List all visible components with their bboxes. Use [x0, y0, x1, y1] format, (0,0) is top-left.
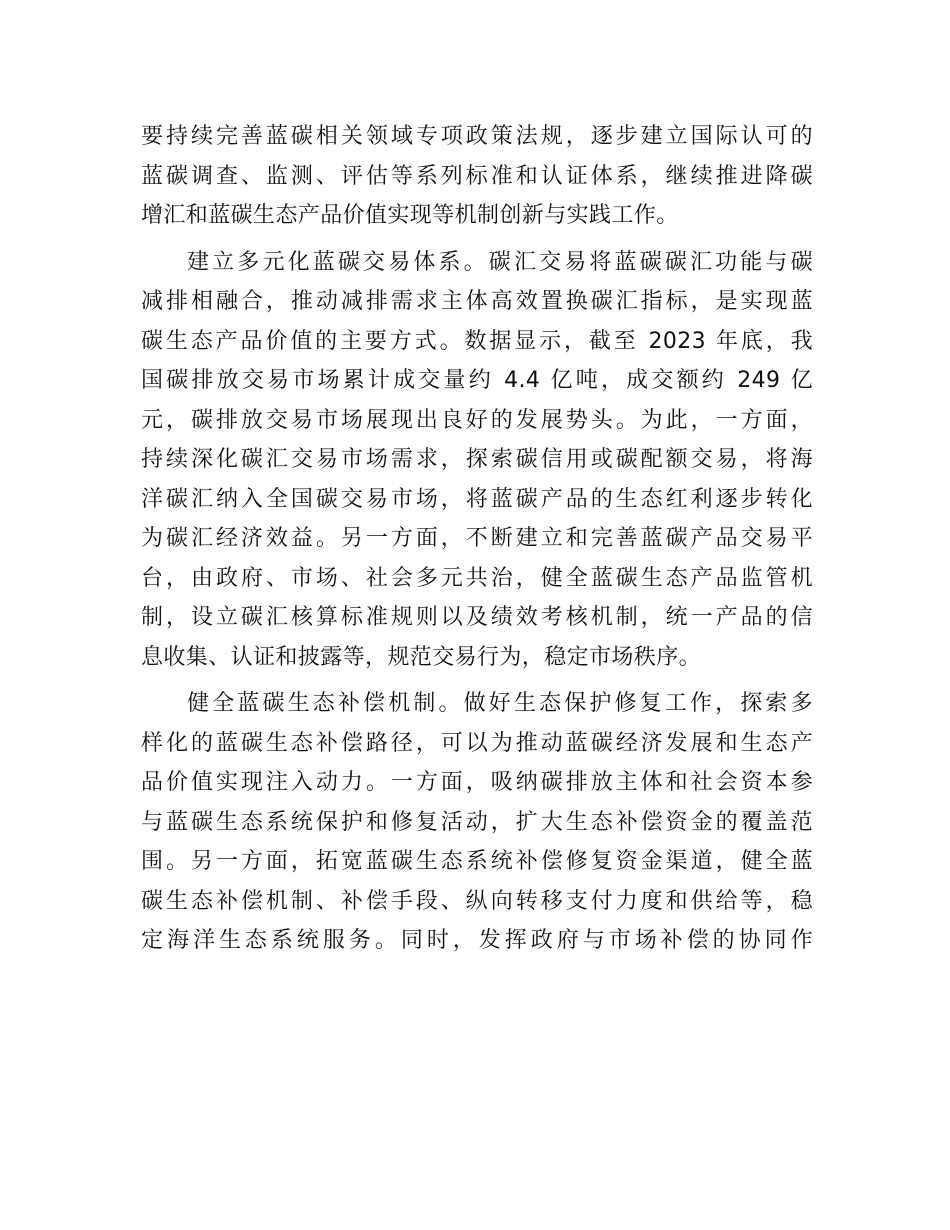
paragraph-3: [141, 684, 813, 961]
text-line: 减排相融合，推动减排需求主体高效置换碳汇指标，是实现蓝: [141, 289, 813, 314]
text-line: 元，碳排放交易市场展现出良好的发展势头。为此，一方面，: [141, 407, 813, 433]
text-line: 蓝碳调查、监测、评估等系列标准和认证体系，继续推进降碳: [141, 163, 813, 189]
text-line: 息收集、认证和披露等，规范交易行为，稳定市场秩序。: [141, 644, 702, 670]
text-line: 健全蓝碳生态补偿机制。做好生态保护修复工作，探索多: [187, 691, 813, 716]
text-line: 碳生态补偿机制、补偿手段、纵向转移支付力度和供给等，稳: [141, 888, 813, 914]
text-line: 碳生态产品价值的主要方式。数据显示，截至 2023 年底，我: [141, 328, 813, 354]
text-line: 样化的蓝碳生态补偿路径，可以为推动蓝碳经济发展和生态产: [141, 730, 813, 756]
text-line: 与蓝碳生态系统保护和修复活动，扩大生态补偿资金的覆盖范: [141, 809, 813, 835]
text-line: 要持续完善蓝碳相关领域专项政策法规，逐步建立国际认可的: [141, 124, 813, 149]
paragraph-2: [141, 243, 813, 678]
document-page: [141, 117, 813, 968]
text-line: 品价值实现注入动力。一方面，吸纳碳排放主体和社会资本参: [141, 770, 813, 795]
text-line: 国碳排放交易市场累计成交量约 4.4 亿吨，成交额约 249 亿: [141, 368, 813, 393]
text-line: 制，设立碳汇核算标准规则以及绩效考核机制，统一产品的信: [141, 605, 813, 630]
text-line: 增汇和蓝碳生态产品价值实现等机制创新与实践工作。: [141, 203, 679, 228]
text-line: 建立多元化蓝碳交易体系。碳汇交易将蓝碳碳汇功能与碳: [187, 249, 813, 275]
paragraph-1: [141, 117, 813, 236]
text-line: 为碳汇经济效益。另一方面，不断建立和完善蓝碳产品交易平: [141, 526, 813, 551]
text-line: 围。另一方面，拓宽蓝碳生态系统补偿修复资金渠道，健全蓝: [141, 849, 813, 874]
text-line: 持续深化碳汇交易市场需求，探索碳信用或碳配额交易，将海: [141, 447, 813, 472]
text-line: 洋碳汇纳入全国碳交易市场，将蓝碳产品的生态红利逐步转化: [141, 486, 813, 512]
text-line: 台，由政府、市场、社会多元共治，健全蓝碳生态产品监管机: [141, 565, 813, 591]
text-line: 定海洋生态系统服务。同时，发挥政府与市场补偿的协同作: [141, 928, 813, 953]
